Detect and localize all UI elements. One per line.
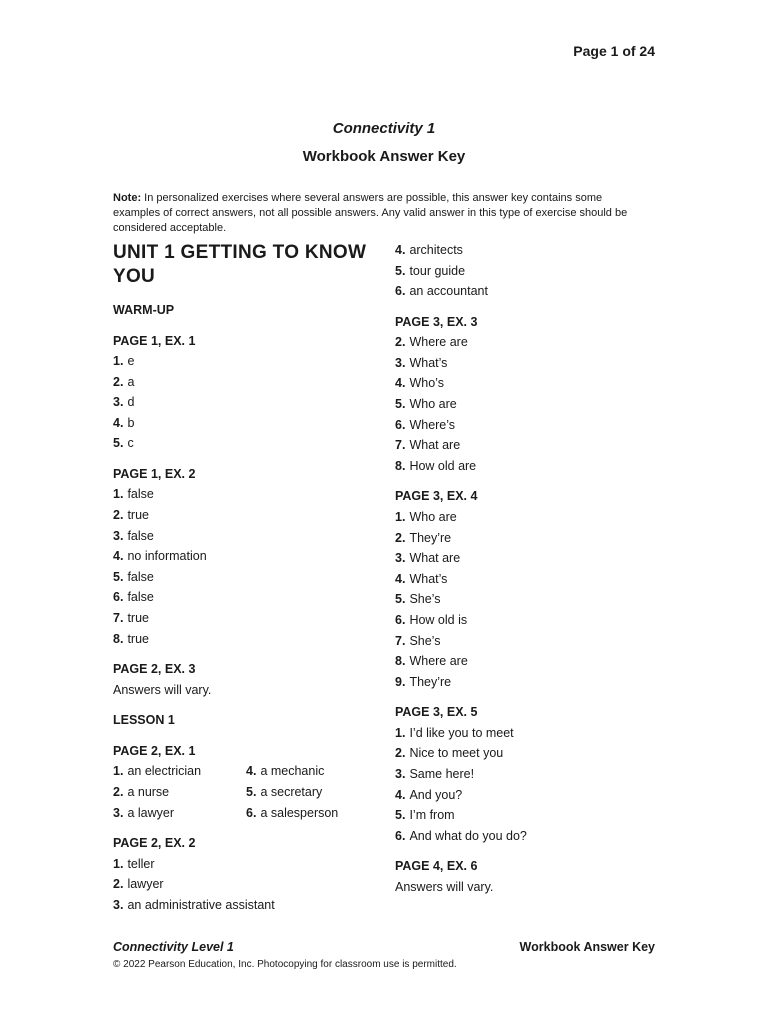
answer-text: Who are xyxy=(409,397,457,412)
answer-number: 6. xyxy=(395,417,406,432)
answer-number: 3. xyxy=(395,355,406,370)
answer-item xyxy=(113,803,246,824)
answer-text: She’s xyxy=(409,592,441,607)
exercise-heading: PAGE 2, EX. 1 xyxy=(113,743,196,758)
answer-text: What are xyxy=(409,438,461,453)
answer-item xyxy=(395,394,655,415)
answer-number: 1. xyxy=(113,487,124,502)
answer-number: 1. xyxy=(395,509,406,524)
answer-text: no information xyxy=(127,549,207,564)
answer-text: lawyer xyxy=(127,877,164,892)
answer-item xyxy=(113,372,383,393)
answer-text: false xyxy=(127,590,154,605)
answer-item xyxy=(113,546,383,567)
answer-item xyxy=(395,743,655,764)
answer-item xyxy=(113,761,246,782)
answer-text: How old are xyxy=(409,458,477,473)
answer-number: 5. xyxy=(246,784,257,799)
answer-item xyxy=(395,785,655,806)
answer-item xyxy=(113,484,383,505)
answer-list xyxy=(113,484,383,649)
answer-item xyxy=(395,589,655,610)
answer-text: d xyxy=(127,395,135,410)
answer-text: true xyxy=(127,611,149,626)
answer-number: 1. xyxy=(113,856,124,871)
answer-text: Where are xyxy=(409,654,468,669)
answer-number: 6. xyxy=(395,828,406,843)
answer-number: 2. xyxy=(395,335,406,350)
answer-item xyxy=(395,507,655,528)
answer-item xyxy=(246,803,379,824)
answer-text: What are xyxy=(409,551,461,566)
exercise-heading: PAGE 4, EX. 6 xyxy=(395,859,478,874)
answer-text: a nurse xyxy=(127,784,170,799)
answer-item xyxy=(395,415,655,436)
answer-text: architects xyxy=(409,243,463,257)
answer-item xyxy=(395,456,655,477)
answer-number: 2. xyxy=(395,746,406,761)
right-column xyxy=(395,240,655,897)
answer-number: 2. xyxy=(113,508,124,523)
answer-number: 4. xyxy=(395,376,406,391)
answer-two-column xyxy=(113,761,383,823)
answer-number: 3. xyxy=(113,395,124,410)
answer-item xyxy=(113,587,383,608)
answer-number: 5. xyxy=(395,397,406,412)
answer-item xyxy=(395,548,655,569)
answer-text: What’s xyxy=(409,571,448,586)
answer-list xyxy=(113,761,246,823)
exercise-heading: PAGE 3, EX. 5 xyxy=(395,705,478,720)
answer-text: false xyxy=(127,528,154,543)
answer-number: 2. xyxy=(113,784,124,799)
footer-book-title: Connectivity Level 1 xyxy=(113,940,234,954)
answer-list xyxy=(395,723,655,847)
answer-list xyxy=(246,761,379,823)
page-number: Page 1 of 24 xyxy=(573,43,655,59)
answer-item xyxy=(395,373,655,394)
answer-text: They’re xyxy=(409,530,452,545)
answer-text: Answers will vary. xyxy=(113,682,212,697)
answer-text: Nice to meet you xyxy=(409,746,504,761)
answer-text: a mechanic xyxy=(260,764,325,779)
answer-text: a xyxy=(127,374,135,389)
answer-text: And you? xyxy=(409,787,463,802)
answer-item xyxy=(395,240,655,261)
answer-number: 3. xyxy=(113,528,124,543)
answer-text: an electrician xyxy=(127,764,202,779)
answer-text: Where are xyxy=(409,335,468,350)
exercise-heading: PAGE 2, EX. 2 xyxy=(113,836,196,851)
answer-text: an administrative assistant xyxy=(127,897,275,912)
answer-item xyxy=(113,854,383,875)
answer-number: 3. xyxy=(113,897,124,912)
book-title: Connectivity 1 xyxy=(332,120,436,137)
answer-number: 6. xyxy=(246,805,257,820)
unit-title: UNIT 1 GETTING TO KNOW YOU xyxy=(113,242,367,287)
answer-number: 5. xyxy=(395,592,406,607)
answer-item xyxy=(113,433,383,454)
answer-number: 9. xyxy=(395,674,406,689)
answer-number: 4. xyxy=(113,415,124,430)
answer-number: 2. xyxy=(395,530,406,545)
answer-item xyxy=(246,761,379,782)
answer-item xyxy=(246,782,379,803)
note-text: In personalized exercises where several answers are possible, this answer key contains some examples of correct answers, not all possible answers. Any valid answer in this type of exercise should be considered acceptable. xyxy=(113,192,628,234)
answer-number: 4. xyxy=(395,787,406,802)
copyright-notice: © 2022 Pearson Education, Inc. Photocopying for classroom use is permitted. xyxy=(113,959,457,970)
answer-text: She’s xyxy=(409,633,441,648)
note-label: Note: xyxy=(113,192,142,204)
answer-number: 8. xyxy=(113,631,124,646)
answer-number: 3. xyxy=(113,805,124,820)
answer-number: 7. xyxy=(395,438,406,453)
answer-item xyxy=(113,526,383,547)
answer-text: a secretary xyxy=(260,784,323,799)
answer-text: e xyxy=(127,354,135,368)
answer-text: Where’s xyxy=(409,417,456,432)
answer-number: 5. xyxy=(113,436,124,451)
answer-text: teller xyxy=(127,856,155,871)
answer-item xyxy=(395,764,655,785)
answer-text: Who’s xyxy=(409,376,444,391)
answer-number: 8. xyxy=(395,654,406,669)
answer-item xyxy=(113,567,383,588)
answer-text: c xyxy=(127,436,134,451)
answer-number: 3. xyxy=(395,766,406,781)
answer-number: 7. xyxy=(395,633,406,648)
answer-item xyxy=(395,528,655,549)
answer-text: false xyxy=(127,569,154,584)
answer-list xyxy=(395,240,655,302)
answer-number: 7. xyxy=(113,611,124,626)
answer-number: 1. xyxy=(113,764,124,779)
answer-number: 4. xyxy=(395,571,406,586)
answer-item xyxy=(113,351,383,372)
answer-item xyxy=(113,392,383,413)
footer-answer-key-label: Workbook Answer Key xyxy=(519,940,655,954)
answer-number: 6. xyxy=(395,612,406,627)
answer-text: true xyxy=(127,508,149,523)
answer-list xyxy=(395,332,655,476)
answer-number: 4. xyxy=(113,549,124,564)
answer-item xyxy=(113,782,246,803)
answer-number: 6. xyxy=(113,590,124,605)
answer-text: an accountant xyxy=(409,284,488,299)
answer-text: b xyxy=(127,415,135,430)
answer-item xyxy=(395,281,655,302)
answer-number: 8. xyxy=(395,458,406,473)
exercise-heading: PAGE 2, EX. 3 xyxy=(113,662,196,677)
answer-text: I’d like you to meet xyxy=(409,725,514,740)
answer-item xyxy=(395,435,655,456)
left-column xyxy=(113,240,383,915)
answer-item xyxy=(113,505,383,526)
answer-item xyxy=(395,723,655,744)
answer-item xyxy=(395,332,655,353)
answer-list xyxy=(113,351,383,454)
answer-item xyxy=(395,261,655,282)
answer-text: a salesperson xyxy=(260,805,339,820)
answer-list xyxy=(113,854,383,916)
answer-number: 5. xyxy=(113,569,124,584)
answer-number: 1. xyxy=(395,725,406,740)
answer-number: 5. xyxy=(395,263,406,278)
answer-text: Same here! xyxy=(409,766,475,781)
note-paragraph xyxy=(113,191,633,236)
answer-item xyxy=(113,413,383,434)
answer-number: 2. xyxy=(113,877,124,892)
answer-text: Answers will vary. xyxy=(395,879,494,894)
answer-text: And what do you do? xyxy=(409,828,527,843)
answer-number: 5. xyxy=(395,808,406,823)
answer-item xyxy=(395,631,655,652)
answer-number: 2. xyxy=(113,374,124,389)
answer-number: 3. xyxy=(395,551,406,566)
answer-text: How old is xyxy=(409,612,468,627)
answer-item xyxy=(395,569,655,590)
answer-item xyxy=(395,826,655,847)
answer-text: They’re xyxy=(409,674,452,689)
answer-item xyxy=(113,895,383,916)
exercise-heading: PAGE 3, EX. 3 xyxy=(395,314,478,329)
exercise-heading: PAGE 3, EX. 4 xyxy=(395,489,478,504)
answer-item xyxy=(113,874,383,895)
section-heading-warmup: WARM-UP xyxy=(113,303,175,317)
answer-item xyxy=(395,651,655,672)
answer-item xyxy=(395,672,655,693)
answer-text: tour guide xyxy=(409,263,466,278)
answer-text: false xyxy=(127,487,154,502)
answer-text: I’m from xyxy=(409,808,455,823)
answer-text: Who are xyxy=(409,509,457,524)
answer-text: true xyxy=(127,631,149,646)
answer-list xyxy=(395,507,655,692)
answer-item xyxy=(395,805,655,826)
answer-item xyxy=(113,608,383,629)
answer-number: 1. xyxy=(113,354,124,368)
section-heading-lesson1: LESSON 1 xyxy=(113,713,175,728)
answer-item xyxy=(113,629,383,650)
answer-item xyxy=(395,353,655,374)
exercise-heading: PAGE 1, EX. 1 xyxy=(113,333,196,348)
document-title: Workbook Answer Key xyxy=(302,148,466,165)
answer-text: What’s xyxy=(409,355,448,370)
exercise-heading: PAGE 1, EX. 2 xyxy=(113,466,196,481)
answer-number: 6. xyxy=(395,284,406,299)
answer-text: a lawyer xyxy=(127,805,174,820)
answer-number: 4. xyxy=(246,764,257,779)
answer-item xyxy=(395,610,655,631)
answer-number: 4. xyxy=(395,243,406,257)
